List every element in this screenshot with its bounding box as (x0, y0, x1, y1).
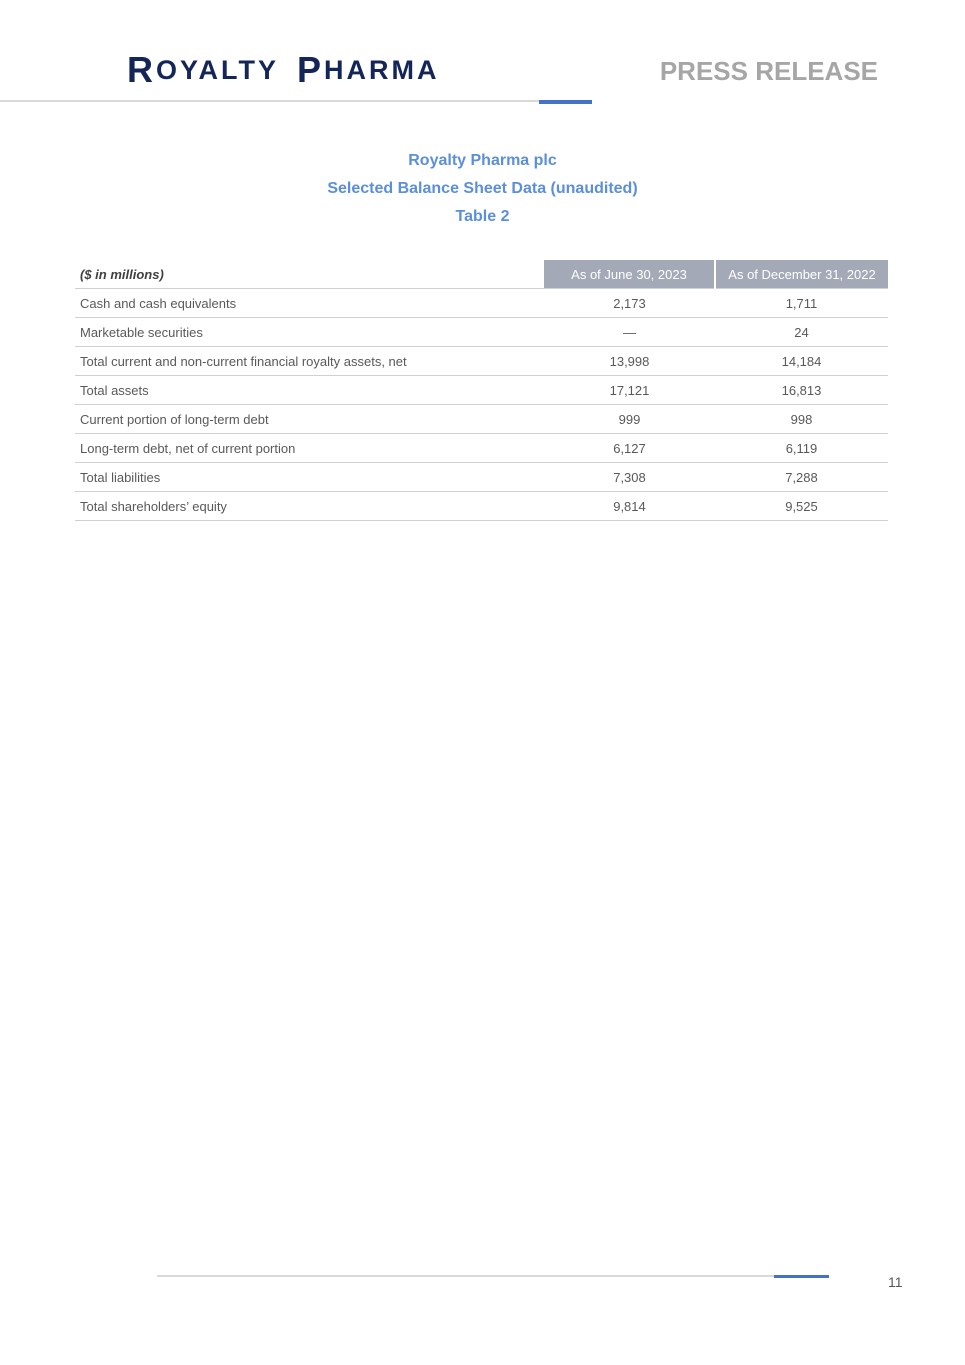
table-row (75, 376, 888, 405)
balance-sheet-table (75, 260, 888, 521)
row-value-december-2022: 14,184 (715, 347, 888, 376)
column-header-june-2023: As of June 30, 2023 (544, 260, 715, 289)
table-row (75, 347, 888, 376)
row-value-june-2023: 2,173 (544, 289, 715, 318)
logo-letter-r: R (127, 49, 156, 90)
row-value-december-2022: 6,119 (715, 434, 888, 463)
row-value-december-2022: 7,288 (715, 463, 888, 492)
row-label: Marketable securities (75, 318, 544, 347)
table-row (75, 405, 888, 434)
row-label: Cash and cash equivalents (75, 289, 544, 318)
row-label: Total current and non-current financial royalty assets, net (75, 347, 544, 376)
row-value-december-2022: 9,525 (715, 492, 888, 521)
row-value-december-2022: 24 (715, 318, 888, 347)
row-value-june-2023: 999 (544, 405, 715, 434)
table-row (75, 318, 888, 347)
row-label: Total assets (75, 376, 544, 405)
table-subtitle: Selected Balance Sheet Data (unaudited) (327, 180, 638, 197)
row-label: Current portion of long-term debt (75, 405, 544, 434)
row-label: Total liabilities (75, 463, 544, 492)
table-row (75, 492, 888, 521)
row-value-june-2023: 6,127 (544, 434, 715, 463)
column-header-december-2022: As of December 31, 2022 (715, 260, 888, 289)
header-accent-bar (539, 100, 592, 104)
table-number: Table 2 (455, 208, 510, 225)
row-value-june-2023: 13,998 (544, 347, 715, 376)
logo-letter-p: P (297, 49, 325, 90)
units-header: ($ in millions) (75, 260, 544, 289)
row-value-june-2023: 7,308 (544, 463, 715, 492)
table-row (75, 434, 888, 463)
logo-word-oyalty: OYALTY (156, 55, 280, 85)
row-label: Long-term debt, net of current portion (75, 434, 544, 463)
footer-divider (157, 1275, 829, 1277)
table-row (75, 463, 888, 492)
row-value-june-2023: 9,814 (544, 492, 715, 521)
company-title: Royalty Pharma plc (408, 152, 557, 169)
table-titles (0, 148, 965, 232)
table-header-row (75, 260, 888, 289)
press-release-label: PRESS RELEASE (659, 56, 878, 86)
table-row (75, 289, 888, 318)
royalty-pharma-logo (127, 50, 440, 90)
row-value-june-2023: 17,121 (544, 376, 715, 405)
footer-accent-bar (774, 1275, 829, 1278)
header-divider (0, 100, 592, 102)
row-value-december-2022: 1,711 (715, 289, 888, 318)
page-number: 11 (888, 1274, 903, 1290)
row-value-december-2022: 998 (715, 405, 888, 434)
row-value-june-2023: — (544, 318, 715, 347)
logo-word-harma: HARMA (324, 55, 440, 85)
row-label: Total shareholders’ equity (75, 492, 544, 521)
row-value-december-2022: 16,813 (715, 376, 888, 405)
